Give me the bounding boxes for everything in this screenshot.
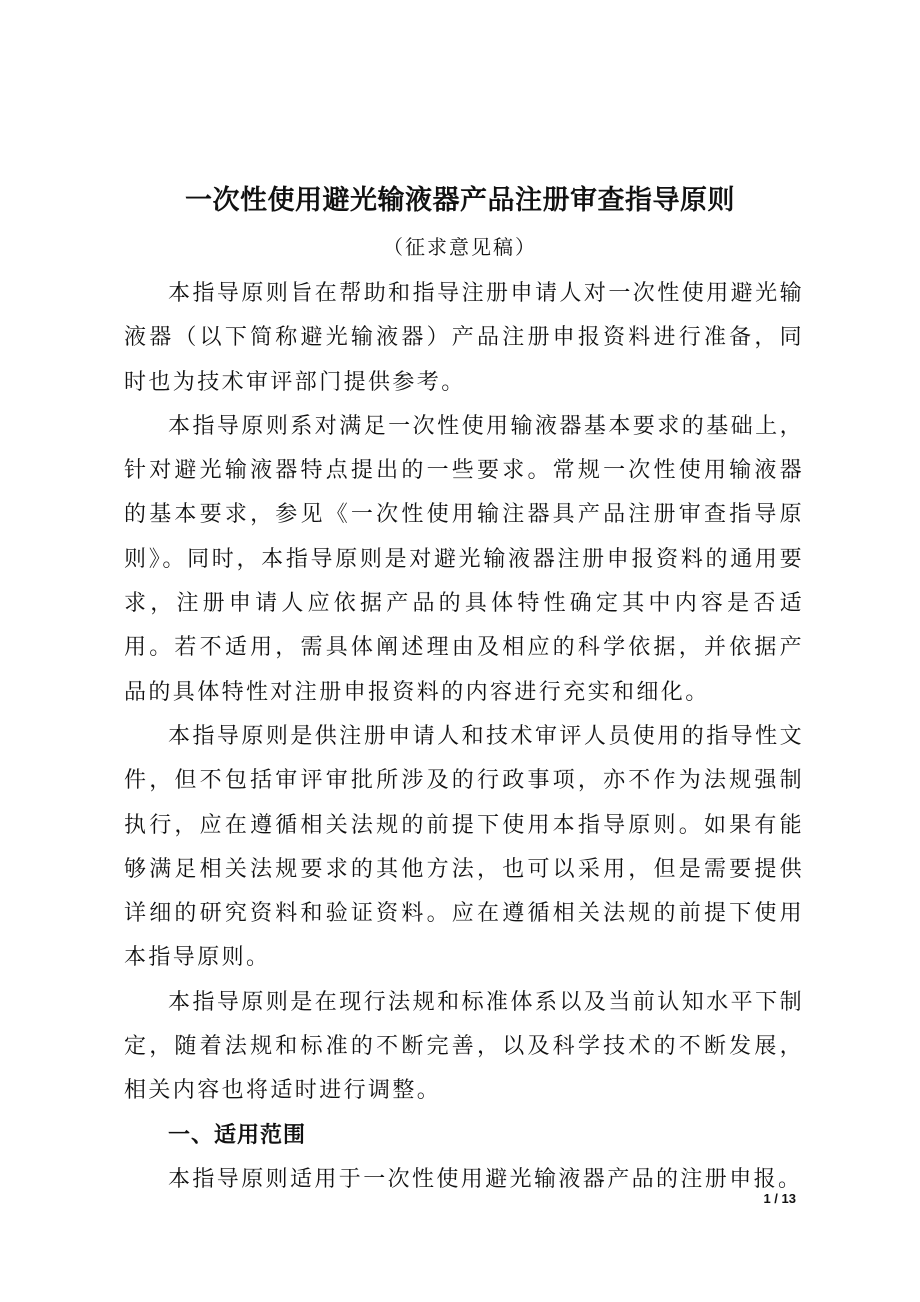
page-number: 1 / 13 [763, 1191, 796, 1206]
section-heading-scope: 一、适用范围 [168, 1122, 307, 1148]
paragraph-scope-basis: 本指导原则系对满足一次性使用输液器基本要求的基础上，针对避光输液器特点提出的一些要求。常规一次性使用输液器的基本要求，参见《一次性使用输注器具产品注册审查指导原则》。同时，本指导原则是对避光输液器注册申报资料的通用要求，注册申请人应依据产品的具体特性确定其中内容是否适用。若不适用，需具体阐述理由及相应的科学依据，并依据产品的具体特性对注册申报资料的内容进行充实和细化。 [124, 413, 804, 705]
document-subtitle: （征求意见稿） [383, 235, 537, 259]
paragraph-applicability: 本指导原则适用于一次性使用避光输液器产品的注册申报。 [168, 1166, 803, 1192]
document-body [124, 272, 804, 1202]
paragraph-revision: 本指导原则是在现行法规和标准体系以及当前认知水平下制定，随着法规和标准的不断完善，以及科学技术的不断发展，相关内容也将适时进行调整。 [124, 989, 804, 1104]
document-title: 一次性使用避光输液器产品注册审查指导原则 [185, 185, 735, 216]
paragraph-purpose: 本指导原则旨在帮助和指导注册申请人对一次性使用避光输液器（以下简称避光输液器）产品注册申报资料进行准备，同时也为技术审评部门提供参考。 [124, 281, 804, 395]
paragraph-usage: 本指导原则是供注册申请人和技术审评人员使用的指导性文件，但不包括审评审批所涉及的行政事项，亦不作为法规强制执行，应在遵循相关法规的前提下使用本指导原则。如果有能够满足相关法规要求的其他方法，也可以采用，但是需要提供详细的研究资料和验证资料。应在遵循相关法规的前提下使用本指导原则。 [124, 723, 804, 971]
